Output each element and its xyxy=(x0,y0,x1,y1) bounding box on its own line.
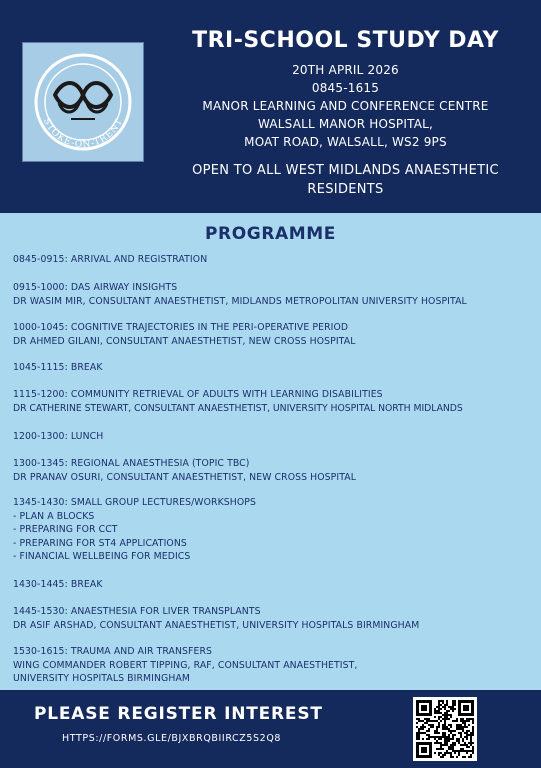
workshop-line: - PLAN A BLOCKS xyxy=(13,510,95,522)
programme-title: PROGRAMME xyxy=(204,224,337,244)
programme-item xyxy=(13,361,539,375)
speaker-line: DR WASIM MIR, CONSULTANT ANAESTHETIST, MIDLANDS METROPOLITAN UNIVERSITY HOSPITAL xyxy=(13,295,467,307)
programme-item xyxy=(13,281,539,308)
programme-item xyxy=(13,578,539,592)
logo-emblem-icon xyxy=(23,43,143,161)
programme-item xyxy=(13,430,539,444)
speaker-line: DR AHMED GILANI, CONSULTANT ANAESTHETIST, NEW CROSS HOSPITAL xyxy=(13,335,356,347)
svg-text:STOKE-ON-TRENT xyxy=(41,117,125,150)
registration-link[interactable]: HTTPS://FORMS.GLE/BJXBRQBIIRCZ5S2Q8 xyxy=(62,733,282,744)
programme-item xyxy=(13,388,539,415)
session-line: 0915-1000: DAS AIRWAY INSIGHTS xyxy=(13,282,178,293)
session-line: 1345-1430: SMALL GROUP LECTURES/WORKSHOPS xyxy=(13,497,256,508)
audience-line: RESIDENTS xyxy=(307,182,384,197)
programme-item xyxy=(13,645,539,686)
programme-item xyxy=(13,253,539,267)
speaker-line: UNIVERSITY HOSPITALS BIRMINGHAM xyxy=(13,673,191,684)
session-line: 1200-1300: LUNCH xyxy=(13,431,104,442)
venue-line: WALSALL MANOR HOSPITAL, xyxy=(257,117,434,131)
qr-code-icon[interactable] xyxy=(413,697,477,761)
programme-item xyxy=(13,605,539,632)
venue-line: MANOR LEARNING AND CONFERENCE CENTRE xyxy=(202,99,489,113)
programme-item xyxy=(13,457,539,484)
workshop-line: - FINANCIAL WELLBEING FOR MEDICS xyxy=(13,551,191,562)
session-line: 1115-1200: COMMUNITY RETRIEVAL OF ADULTS WITH LEARNING DISABILITIES xyxy=(13,389,383,400)
programme-item xyxy=(13,321,539,348)
register-heading: PLEASE REGISTER INTEREST xyxy=(34,704,323,724)
speaker-line: DR PRANAV OSURI, CONSULTANT ANAESTHETIST, NEW CROSS HOSPITAL xyxy=(13,471,357,483)
session-line: 1430-1445: BREAK xyxy=(13,579,103,590)
workshop-line: - PREPARING FOR ST4 APPLICATIONS xyxy=(13,537,187,549)
session-line: 1000-1045: COGNITIVE TRAJECTORIES IN THE PERI-OPERATIVE PERIOD xyxy=(13,322,349,333)
session-line: 1445-1530: ANAESTHESIA FOR LIVER TRANSPLANTS xyxy=(13,606,261,617)
session-line: 1045-1115: BREAK xyxy=(13,362,103,373)
session-line: 1300-1345: REGIONAL ANAESTHESIA (TOPIC TBC) xyxy=(13,458,250,469)
session-line: 0845-0915: ARRIVAL AND REGISTRATION xyxy=(13,254,208,265)
page-title: TRI-SCHOOL STUDY DAY xyxy=(192,28,499,53)
venue-line: MOAT ROAD, WALSALL, WS2 9PS xyxy=(244,135,447,149)
speaker-line: WING COMMANDER ROBERT TIPPING, RAF, CONSULTANT ANAESTHETIST, xyxy=(13,659,358,671)
event-date: 20TH APRIL 2026 xyxy=(292,63,399,77)
logo-text: STOKE-ON-TRENT xyxy=(40,116,126,151)
speaker-line: DR CATHERINE STEWART, CONSULTANT ANAESTHETIST, UNIVERSITY HOSPITAL NORTH MIDLANDS xyxy=(13,402,463,414)
qr-code-graphic xyxy=(413,697,477,761)
event-time: 0845-1615 xyxy=(311,81,380,95)
workshop-line: - PREPARING FOR CCT xyxy=(13,524,118,535)
session-line: 1530-1615: TRAUMA AND AIR TRANSFERS xyxy=(13,646,213,657)
stoke-on-trent-logo xyxy=(22,42,144,162)
speaker-line: DR ASIF ARSHAD, CONSULTANT ANAESTHETIST, UNIVERSITY HOSPITALS BIRMINGHAM xyxy=(13,619,420,631)
programme-item xyxy=(13,496,539,564)
audience-line: OPEN TO ALL WEST MIDLANDS ANAESTHETIC xyxy=(192,163,499,178)
